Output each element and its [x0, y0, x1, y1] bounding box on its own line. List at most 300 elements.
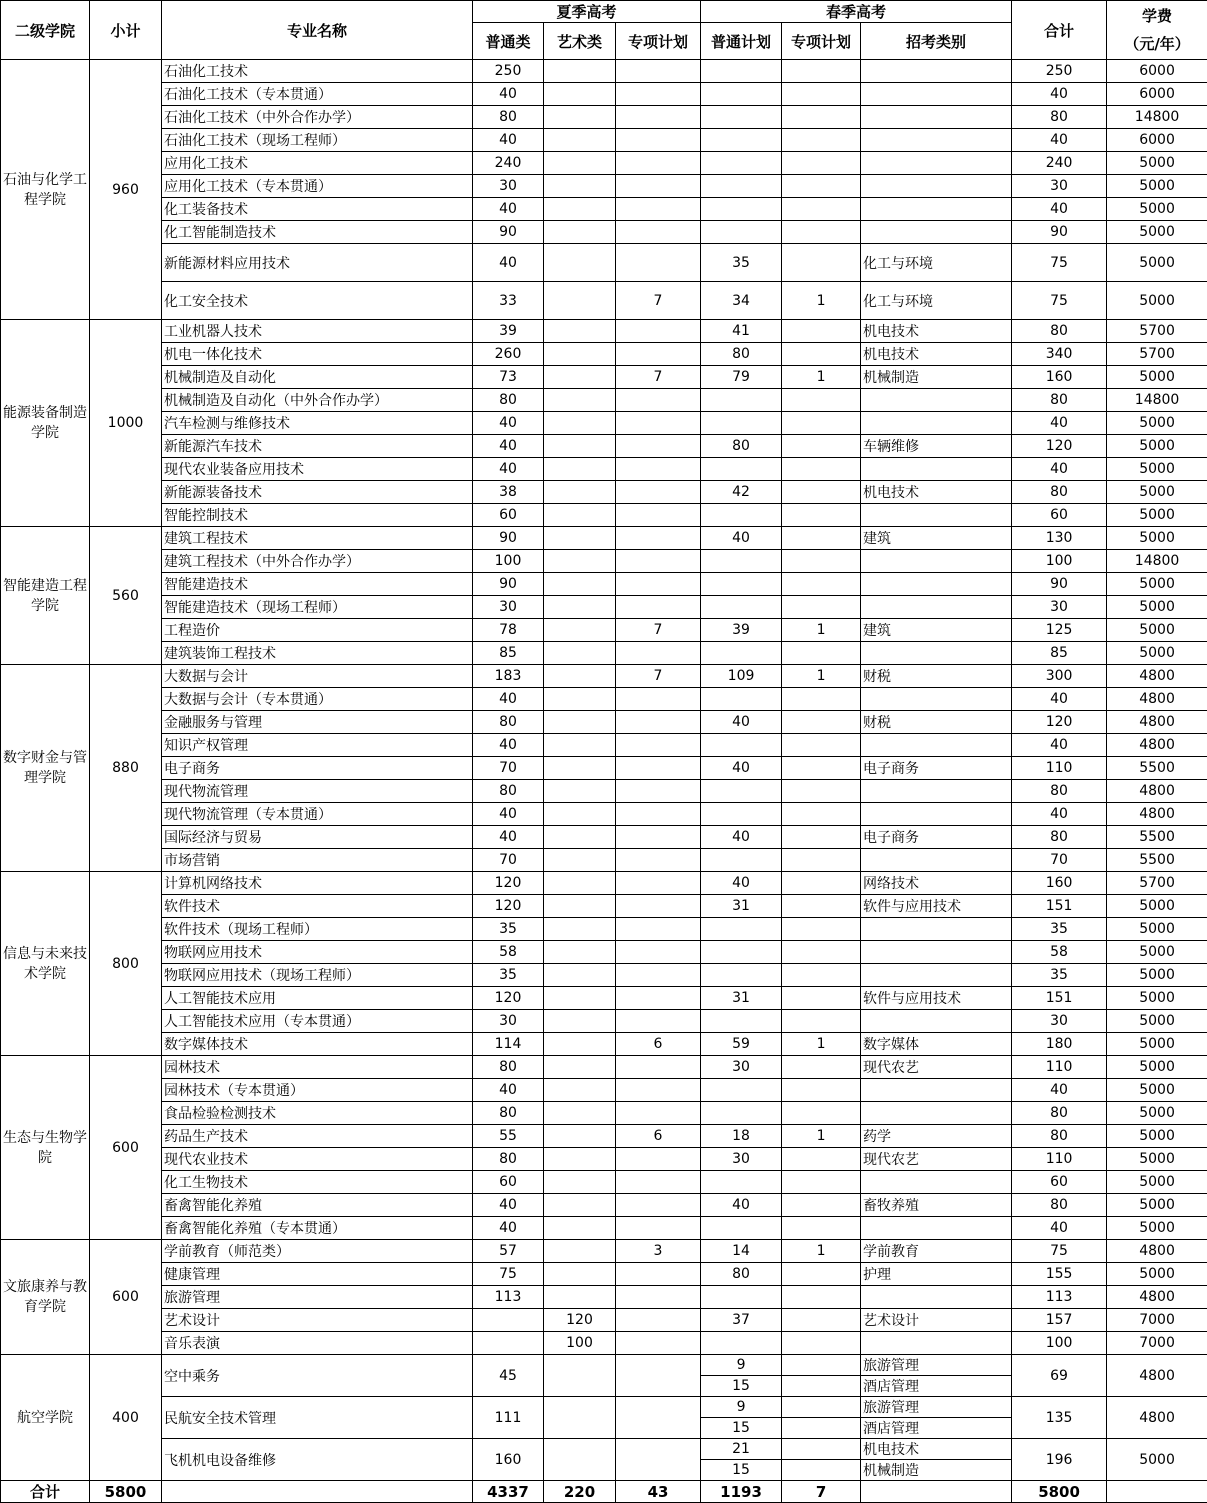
- table-row: [1, 152, 1207, 175]
- summer-special-count: [616, 918, 701, 941]
- major-total: 90: [1012, 221, 1107, 244]
- major-name: 物联网应用技术（现场工程师）: [162, 964, 473, 987]
- tuition-fee: 5000: [1107, 895, 1207, 918]
- major-total: 60: [1012, 504, 1107, 527]
- spring-general-count: 40: [701, 872, 782, 895]
- spring-general-count: [701, 389, 782, 412]
- spring-special-count: [782, 1171, 861, 1194]
- major-name: 计算机网络技术: [162, 872, 473, 895]
- table-row: [1, 642, 1207, 665]
- summer-art-count: [544, 389, 616, 412]
- tuition-fee: 5000: [1107, 175, 1207, 198]
- major-name: 音乐表演: [162, 1332, 473, 1355]
- summer-general-count: 80: [473, 106, 544, 129]
- major-name: 药品生产技术: [162, 1125, 473, 1148]
- major-total: 35: [1012, 964, 1107, 987]
- summer-special-count: [616, 244, 701, 282]
- table-row: [1, 83, 1207, 106]
- major-name: 化工装备技术: [162, 198, 473, 221]
- major-total: 40: [1012, 198, 1107, 221]
- major-name: 建筑装饰工程技术: [162, 642, 473, 665]
- totals-fee: [1107, 1481, 1207, 1503]
- major-name: 机电一体化技术: [162, 343, 473, 366]
- summer-general-count: 40: [473, 734, 544, 757]
- major-total: 40: [1012, 688, 1107, 711]
- major-total: 110: [1012, 1056, 1107, 1079]
- spring-special-count: [782, 60, 861, 83]
- tuition-fee: 7000: [1107, 1332, 1207, 1355]
- major-name: 智能建造技术（现场工程师）: [162, 596, 473, 619]
- summer-art-count: [544, 435, 616, 458]
- summer-special-count: [616, 1148, 701, 1171]
- college-subtotal: 1000: [90, 320, 162, 527]
- tuition-fee: 5500: [1107, 757, 1207, 780]
- totals-subtotal: 5800: [90, 1481, 162, 1503]
- spring-special-count: [782, 895, 861, 918]
- college-name: 航空学院: [1, 1355, 90, 1481]
- tuition-fee: 5000: [1107, 964, 1207, 987]
- spring-general-count: [701, 129, 782, 152]
- summer-art-count: [544, 412, 616, 435]
- spring-category: 酒店管理: [861, 1376, 1012, 1397]
- tuition-fee: 5000: [1107, 1217, 1207, 1240]
- table-row: [1, 1171, 1207, 1194]
- college-name: 文旅康养与教育学院: [1, 1240, 90, 1355]
- spring-general-count: 80: [701, 343, 782, 366]
- college-name: 石油与化学工程学院: [1, 60, 90, 320]
- summer-general-count: 160: [473, 1439, 544, 1481]
- major-total: 40: [1012, 803, 1107, 826]
- summer-special-count: [616, 435, 701, 458]
- major-name: 软件技术（现场工程师）: [162, 918, 473, 941]
- summer-general-count: 80: [473, 711, 544, 734]
- major-total: 110: [1012, 1148, 1107, 1171]
- spring-special-count: [782, 175, 861, 198]
- summer-general-count: 45: [473, 1355, 544, 1397]
- table-header: [1, 1, 1207, 60]
- major-name: 学前教育（师范类）: [162, 1240, 473, 1263]
- spring-special-count: [782, 1194, 861, 1217]
- major-total: 85: [1012, 642, 1107, 665]
- spring-general-count: 35: [701, 244, 782, 282]
- tuition-fee: 7000: [1107, 1309, 1207, 1332]
- spring-special-count: [782, 964, 861, 987]
- spring-special-count: [782, 1079, 861, 1102]
- spring-general-count: 40: [701, 711, 782, 734]
- spring-special-count: [782, 1102, 861, 1125]
- summer-general-count: 30: [473, 175, 544, 198]
- table-row: [1, 1033, 1207, 1056]
- summer-general-count: 120: [473, 987, 544, 1010]
- major-name: 旅游管理: [162, 1286, 473, 1309]
- major-total: 151: [1012, 895, 1107, 918]
- spring-category: [861, 504, 1012, 527]
- summer-special-count: [616, 1171, 701, 1194]
- table-row: [1, 1286, 1207, 1309]
- summer-general-count: 40: [473, 688, 544, 711]
- spring-category: 化工与环境: [861, 244, 1012, 282]
- spring-special-count: [782, 688, 861, 711]
- spring-special-count: [782, 198, 861, 221]
- table-row: [1, 665, 1207, 688]
- summer-special-count: [616, 642, 701, 665]
- summer-special-count: [616, 1332, 701, 1355]
- spring-special-count: [782, 1286, 861, 1309]
- major-total: 180: [1012, 1033, 1107, 1056]
- header-spring-category: 招考类别: [861, 23, 1012, 60]
- spring-special-count: [782, 1397, 861, 1418]
- summer-art-count: [544, 1171, 616, 1194]
- tuition-fee: 5700: [1107, 320, 1207, 343]
- spring-general-count: 40: [701, 826, 782, 849]
- major-name: 大数据与会计: [162, 665, 473, 688]
- spring-category: 酒店管理: [861, 1418, 1012, 1439]
- spring-general-count: 21: [701, 1439, 782, 1460]
- table-row: [1, 366, 1207, 389]
- major-total: 113: [1012, 1286, 1107, 1309]
- tuition-fee: 5000: [1107, 1102, 1207, 1125]
- summer-special-count: [616, 596, 701, 619]
- summer-art-count: [544, 60, 616, 83]
- header-spring-general: 普通计划: [701, 23, 782, 60]
- major-total: 30: [1012, 175, 1107, 198]
- table-row: [1, 757, 1207, 780]
- spring-category: 药学: [861, 1125, 1012, 1148]
- summer-general-count: 80: [473, 780, 544, 803]
- summer-art-count: [544, 1033, 616, 1056]
- summer-general-count: 250: [473, 60, 544, 83]
- major-total: 80: [1012, 1194, 1107, 1217]
- spring-category: 电子商务: [861, 826, 1012, 849]
- summer-special-count: [616, 320, 701, 343]
- spring-category: 软件与应用技术: [861, 987, 1012, 1010]
- spring-special-count: 1: [782, 282, 861, 320]
- spring-general-count: [701, 573, 782, 596]
- summer-general-count: 40: [473, 83, 544, 106]
- summer-art-count: [544, 1056, 616, 1079]
- spring-special-count: [782, 872, 861, 895]
- tuition-fee: 5000: [1107, 642, 1207, 665]
- spring-category: 机电技术: [861, 343, 1012, 366]
- tuition-fee: 6000: [1107, 129, 1207, 152]
- spring-general-count: 40: [701, 527, 782, 550]
- spring-category: 机械制造: [861, 366, 1012, 389]
- tuition-fee: 5000: [1107, 918, 1207, 941]
- major-name: 畜禽智能化养殖: [162, 1194, 473, 1217]
- spring-special-count: [782, 849, 861, 872]
- summer-special-count: [616, 458, 701, 481]
- spring-category: [861, 106, 1012, 129]
- totals-summer-special: 43: [616, 1481, 701, 1503]
- spring-general-count: [701, 83, 782, 106]
- summer-general-count: 80: [473, 1056, 544, 1079]
- summer-special-count: [616, 964, 701, 987]
- major-name: 石油化工技术（专本贯通）: [162, 83, 473, 106]
- header-spring-special: 专项计划: [782, 23, 861, 60]
- spring-general-count: [701, 780, 782, 803]
- tuition-fee: 4800: [1107, 803, 1207, 826]
- tuition-fee: 5000: [1107, 619, 1207, 642]
- spring-special-count: [782, 1376, 861, 1397]
- summer-art-count: [544, 366, 616, 389]
- summer-general-count: [473, 1332, 544, 1355]
- summer-general-count: 120: [473, 872, 544, 895]
- summer-art-count: [544, 711, 616, 734]
- tuition-fee: 5500: [1107, 826, 1207, 849]
- major-total: 58: [1012, 941, 1107, 964]
- table-row: [1, 987, 1207, 1010]
- table-row: [1, 849, 1207, 872]
- spring-category: [861, 1010, 1012, 1033]
- tuition-fee: 5000: [1107, 573, 1207, 596]
- table-row: [1, 60, 1207, 83]
- major-name: 飞机机电设备维修: [162, 1439, 473, 1481]
- spring-special-count: [782, 1355, 861, 1376]
- spring-category: 化工与环境: [861, 282, 1012, 320]
- table-row: [1, 198, 1207, 221]
- summer-special-count: [616, 504, 701, 527]
- spring-category: 护理: [861, 1263, 1012, 1286]
- tuition-fee: 5700: [1107, 872, 1207, 895]
- table-row: [1, 106, 1207, 129]
- spring-category: [861, 129, 1012, 152]
- major-total: 196: [1012, 1439, 1107, 1481]
- college-name: 能源装备制造学院: [1, 320, 90, 527]
- tuition-fee: 5000: [1107, 1171, 1207, 1194]
- table-row: [1, 619, 1207, 642]
- header-fee-line2: （元/年）: [1124, 35, 1189, 53]
- summer-general-count: 40: [473, 803, 544, 826]
- spring-category: [861, 849, 1012, 872]
- spring-category: [861, 83, 1012, 106]
- summer-special-count: [616, 895, 701, 918]
- summer-art-count: [544, 1102, 616, 1125]
- table-body: [1, 60, 1207, 1503]
- summer-general-count: 30: [473, 1010, 544, 1033]
- summer-general-count: 40: [473, 1217, 544, 1240]
- spring-category: [861, 198, 1012, 221]
- summer-art-count: [544, 458, 616, 481]
- summer-art-count: [544, 175, 616, 198]
- spring-special-count: [782, 389, 861, 412]
- summer-special-count: [616, 129, 701, 152]
- major-name: 智能建造技术: [162, 573, 473, 596]
- spring-special-count: 1: [782, 665, 861, 688]
- major-total: 80: [1012, 780, 1107, 803]
- spring-general-count: 80: [701, 435, 782, 458]
- tuition-fee: 4800: [1107, 1397, 1207, 1439]
- major-name: 智能控制技术: [162, 504, 473, 527]
- summer-special-count: [616, 688, 701, 711]
- major-total: 35: [1012, 918, 1107, 941]
- spring-general-count: [701, 221, 782, 244]
- summer-general-count: 90: [473, 527, 544, 550]
- spring-category: 建筑: [861, 619, 1012, 642]
- major-name: 大数据与会计（专本贯通）: [162, 688, 473, 711]
- spring-category: [861, 1102, 1012, 1125]
- tuition-fee: 5500: [1107, 849, 1207, 872]
- spring-general-count: 40: [701, 757, 782, 780]
- summer-special-count: [616, 1102, 701, 1125]
- spring-category: 数字媒体: [861, 1033, 1012, 1056]
- spring-special-count: [782, 412, 861, 435]
- summer-general-count: 40: [473, 198, 544, 221]
- spring-special-count: [782, 221, 861, 244]
- summer-general-count: 57: [473, 1240, 544, 1263]
- summer-art-count: [544, 550, 616, 573]
- summer-special-count: [616, 1439, 701, 1481]
- summer-special-count: [616, 1217, 701, 1240]
- summer-art-count: [544, 895, 616, 918]
- spring-general-count: [701, 152, 782, 175]
- spring-category: [861, 1332, 1012, 1355]
- summer-art-count: [544, 1439, 616, 1481]
- summer-art-count: [544, 872, 616, 895]
- tuition-fee: 5000: [1107, 366, 1207, 389]
- major-name: 电子商务: [162, 757, 473, 780]
- major-name: 现代物流管理: [162, 780, 473, 803]
- table-row: [1, 1148, 1207, 1171]
- summer-art-count: [544, 918, 616, 941]
- spring-general-count: [701, 688, 782, 711]
- major-total: 125: [1012, 619, 1107, 642]
- table-row: [1, 803, 1207, 826]
- spring-general-count: [701, 1217, 782, 1240]
- spring-special-count: [782, 343, 861, 366]
- table-row: [1, 1332, 1207, 1355]
- summer-art-count: 100: [544, 1332, 616, 1355]
- totals-summer-general: 4337: [473, 1481, 544, 1503]
- major-name: 工业机器人技术: [162, 320, 473, 343]
- header-summer-general: 普通类: [473, 23, 544, 60]
- summer-special-count: [616, 1263, 701, 1286]
- summer-general-count: 38: [473, 481, 544, 504]
- summer-art-count: [544, 320, 616, 343]
- header-total: 合计: [1012, 1, 1107, 60]
- summer-general-count: 40: [473, 129, 544, 152]
- summer-art-count: [544, 83, 616, 106]
- spring-category: 机电技术: [861, 481, 1012, 504]
- summer-art-count: [544, 244, 616, 282]
- spring-category: [861, 1171, 1012, 1194]
- major-total: 40: [1012, 129, 1107, 152]
- tuition-fee: 5000: [1107, 435, 1207, 458]
- table-row: [1, 1439, 1207, 1460]
- major-name: 金融服务与管理: [162, 711, 473, 734]
- major-total: 110: [1012, 757, 1107, 780]
- spring-special-count: [782, 987, 861, 1010]
- spring-general-count: 9: [701, 1397, 782, 1418]
- major-total: 40: [1012, 1217, 1107, 1240]
- summer-art-count: [544, 152, 616, 175]
- spring-general-count: [701, 734, 782, 757]
- spring-category: 网络技术: [861, 872, 1012, 895]
- spring-general-count: 41: [701, 320, 782, 343]
- major-total: 40: [1012, 734, 1107, 757]
- spring-general-count: [701, 941, 782, 964]
- spring-general-count: [701, 803, 782, 826]
- table-row: [1, 129, 1207, 152]
- spring-special-count: [782, 83, 861, 106]
- tuition-fee: 5000: [1107, 221, 1207, 244]
- spring-special-count: [782, 458, 861, 481]
- major-total: 240: [1012, 152, 1107, 175]
- major-total: 160: [1012, 872, 1107, 895]
- summer-art-count: [544, 734, 616, 757]
- summer-art-count: [544, 1148, 616, 1171]
- major-name: 新能源材料应用技术: [162, 244, 473, 282]
- summer-general-count: 120: [473, 895, 544, 918]
- spring-general-count: [701, 60, 782, 83]
- spring-special-count: [782, 481, 861, 504]
- tuition-fee: 5000: [1107, 1079, 1207, 1102]
- summer-special-count: [616, 106, 701, 129]
- spring-general-count: 80: [701, 1263, 782, 1286]
- college-name: 智能建造工程学院: [1, 527, 90, 665]
- major-name: 应用化工技术（专本贯通）: [162, 175, 473, 198]
- tuition-fee: 5000: [1107, 1439, 1207, 1481]
- spring-special-count: [782, 642, 861, 665]
- tuition-fee: 14800: [1107, 389, 1207, 412]
- summer-art-count: [544, 596, 616, 619]
- header-spring-exam: 春季高考: [701, 1, 1012, 23]
- spring-category: [861, 642, 1012, 665]
- major-name: 石油化工技术（现场工程师）: [162, 129, 473, 152]
- tuition-fee: 4800: [1107, 1240, 1207, 1263]
- summer-special-count: 6: [616, 1033, 701, 1056]
- spring-category: [861, 918, 1012, 941]
- spring-general-count: 40: [701, 1194, 782, 1217]
- table-row: [1, 481, 1207, 504]
- spring-category: 现代农艺: [861, 1148, 1012, 1171]
- summer-general-count: 40: [473, 435, 544, 458]
- major-total: 75: [1012, 244, 1107, 282]
- spring-category: 车辆维修: [861, 435, 1012, 458]
- summer-art-count: [544, 282, 616, 320]
- college-subtotal: 800: [90, 872, 162, 1056]
- table-row: [1, 1125, 1207, 1148]
- summer-special-count: [616, 573, 701, 596]
- spring-category: 畜牧养殖: [861, 1194, 1012, 1217]
- summer-general-count: 40: [473, 826, 544, 849]
- table-row: [1, 596, 1207, 619]
- spring-general-count: 37: [701, 1309, 782, 1332]
- spring-general-count: [701, 106, 782, 129]
- spring-category: [861, 152, 1012, 175]
- summer-special-count: [616, 803, 701, 826]
- major-name: 建筑工程技术: [162, 527, 473, 550]
- spring-category: [861, 389, 1012, 412]
- spring-category: 机械制造: [861, 1460, 1012, 1481]
- major-total: 80: [1012, 106, 1107, 129]
- spring-general-count: [701, 458, 782, 481]
- spring-general-count: 15: [701, 1418, 782, 1439]
- spring-category: 旅游管理: [861, 1355, 1012, 1376]
- table-row: [1, 175, 1207, 198]
- summer-special-count: [616, 83, 701, 106]
- spring-category: 旅游管理: [861, 1397, 1012, 1418]
- major-name: 知识产权管理: [162, 734, 473, 757]
- spring-special-count: [782, 573, 861, 596]
- major-total: 120: [1012, 711, 1107, 734]
- tuition-fee: 5000: [1107, 1010, 1207, 1033]
- spring-special-count: [782, 826, 861, 849]
- summer-special-count: [616, 734, 701, 757]
- spring-general-count: 39: [701, 619, 782, 642]
- major-total: 30: [1012, 1010, 1107, 1033]
- summer-general-count: 70: [473, 849, 544, 872]
- college-subtotal: 960: [90, 60, 162, 320]
